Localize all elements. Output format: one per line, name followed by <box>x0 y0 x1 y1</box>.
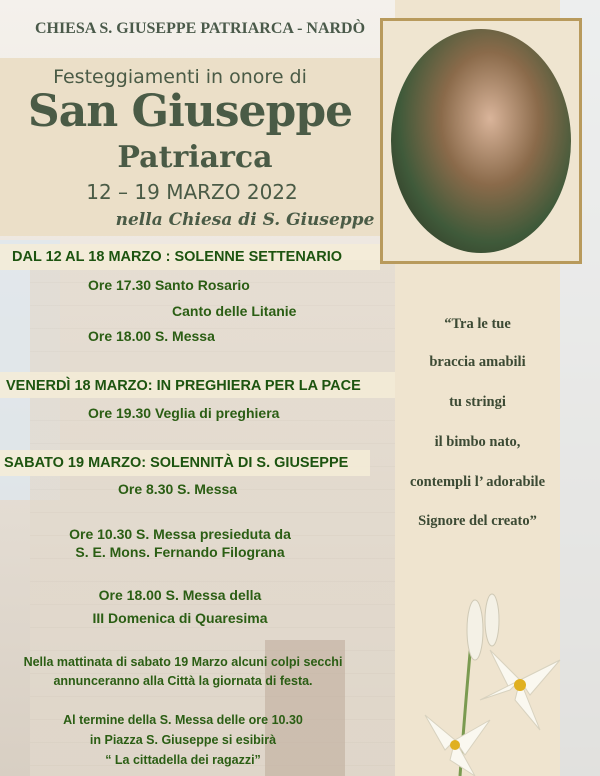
event-dates: 12 – 19 MARZO 2022 <box>86 180 298 204</box>
section-heading: DAL 12 AL 18 MARZO : SOLENNE SETTENARIO <box>12 249 343 265</box>
church-name: CHIESA S. GIUSEPPE PATRIARCA - NARDÒ <box>34 20 366 37</box>
note-line: in Piazza S. Giuseppe si esibirà <box>89 733 277 747</box>
quote-line: “Tra le tue <box>444 316 511 332</box>
note-line: Al termine della S. Messa delle ore 10.30 <box>63 713 303 727</box>
schedule-line: III Domenica di Quaresima <box>92 610 268 626</box>
note-line: annunceranno alla Città la giornata di festa. <box>53 674 313 688</box>
church-facade-image <box>30 260 410 776</box>
schedule-line: Ore 10.30 S. Messa presieduta da <box>69 526 291 542</box>
section-heading: VENERDÌ 18 MARZO: IN PREGHIERA PER LA PACE <box>6 378 361 394</box>
quote-line: Signore del creato” <box>418 513 537 529</box>
quote-line: tu stringi <box>449 394 506 410</box>
schedule-line: Canto delle Litanie <box>172 303 297 319</box>
schedule-line: Ore 19.30 Veglia di preghiera <box>88 405 280 421</box>
schedule-line: Ore 8.30 S. Messa <box>118 481 238 497</box>
schedule-line: Ore 17.30 Santo Rosario <box>88 277 250 293</box>
quote-line: il bimbo nato, <box>434 434 521 450</box>
note-line: Nella mattinata di sabato 19 Marzo alcuni colpi secchi <box>23 655 343 669</box>
section-heading: SABATO 19 MARZO: SOLENNITÀ DI S. GIUSEPPE <box>4 455 349 471</box>
schedule-line: Ore 18.00 S. Messa della <box>98 587 262 603</box>
saint-title: San Giuseppe <box>27 86 353 137</box>
saint-subtitle: Patriarca <box>117 140 273 175</box>
note-line: “ La cittadella dei ragazzi” <box>105 753 261 767</box>
schedule-line: Ore 18.00 S. Messa <box>88 328 215 344</box>
lily-flowers-image <box>420 590 570 776</box>
event-location: nella Chiesa di S. Giuseppe <box>115 210 375 230</box>
festivities-line: Festeggiamenti in onore di <box>53 66 307 88</box>
quote-line: contempli l’ adorabile <box>409 474 546 490</box>
saint-joseph-portrait <box>380 18 582 264</box>
quote-line: braccia amabili <box>429 354 526 370</box>
schedule-line: S. E. Mons. Fernando Filograna <box>75 544 285 560</box>
portrait-oval <box>391 29 571 253</box>
